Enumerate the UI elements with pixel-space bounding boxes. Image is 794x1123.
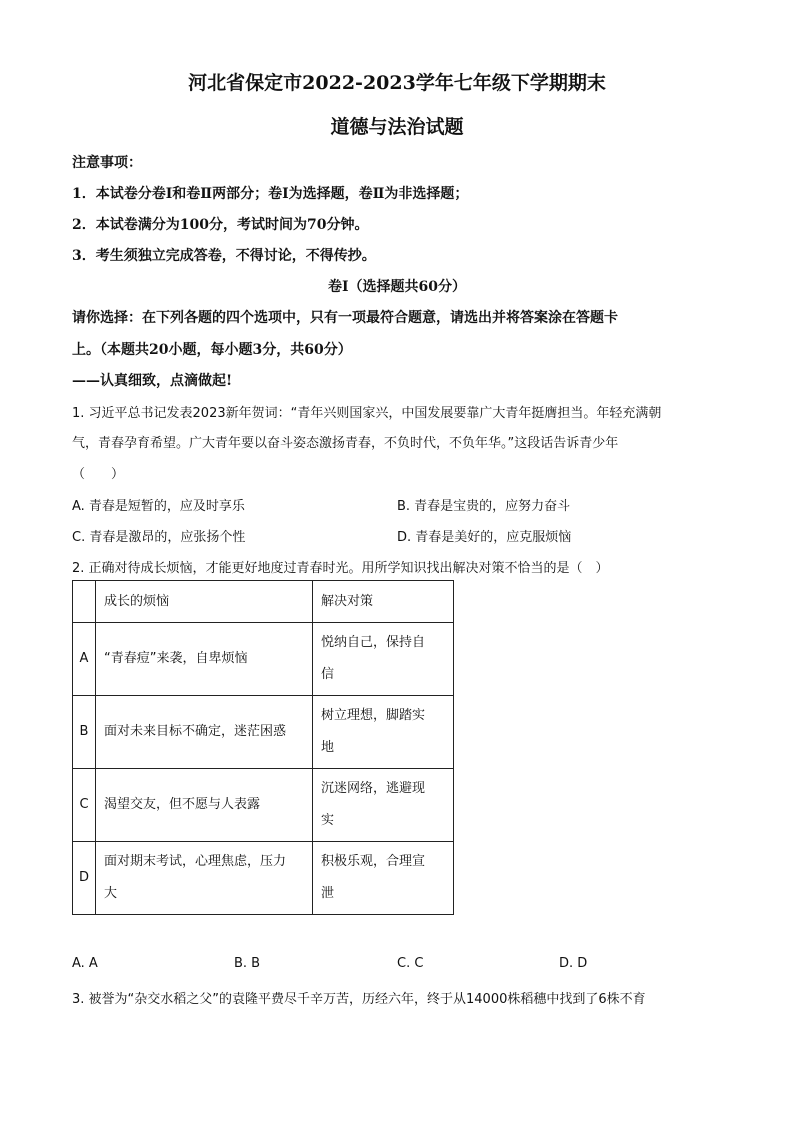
q2-option-c: C. C bbox=[397, 956, 424, 971]
row-solution-line-1: 沉迷网络，逃避现 bbox=[321, 781, 426, 796]
q1-option-a: A. 青春是短暂的，应及时享乐 bbox=[72, 499, 245, 514]
row-solution-line-1: 树立理想，脚踏实 bbox=[321, 708, 426, 723]
q2-table bbox=[72, 580, 454, 915]
table-header-row bbox=[73, 581, 454, 623]
row-trouble bbox=[96, 842, 313, 915]
row-trouble-line-1: 面对期末考试，心理焦虑，压力 bbox=[104, 854, 287, 869]
title-line-1: 河北省保定市2022-2023学年七年级下学期期末 bbox=[188, 72, 606, 94]
q1-option-d: D. 青春是美好的，应克服烦恼 bbox=[397, 530, 572, 545]
q2-stem: 2. 正确对待成长烦恼，才能更好地度过青春时光。用所学知识找出解决对策不恰当的是（ ） bbox=[72, 561, 609, 576]
table-row bbox=[73, 842, 454, 915]
table-row bbox=[73, 769, 454, 842]
row-solution-line-1: 积极乐观，合理宣 bbox=[321, 854, 426, 869]
row-solution bbox=[313, 769, 454, 842]
notes-heading: 注意事项： bbox=[72, 155, 142, 171]
row-solution bbox=[313, 696, 454, 769]
instruction-line-2: 上。（本题共20小题，每小题3分，共60分） bbox=[72, 342, 352, 358]
q2-option-b: B. B bbox=[234, 956, 261, 971]
note-item-2: 2．本试卷满分为100分，考试时间为70分钟。 bbox=[72, 217, 369, 233]
row-solution-line-2: 实 bbox=[321, 813, 335, 828]
instruction-motto: ——认真细致，点滴做起! bbox=[72, 373, 233, 389]
q2-option-a: A. A bbox=[72, 956, 98, 971]
row-trouble: “青春痘”来袭，自卑烦恼 bbox=[96, 623, 313, 696]
header-cell-blank bbox=[73, 581, 96, 623]
row-trouble: 渴望交友，但不愿与人表露 bbox=[96, 769, 313, 842]
row-solution-line-2: 泄 bbox=[321, 886, 335, 901]
table-row bbox=[73, 696, 454, 769]
note-item-3: 3．考生须独立完成答卷，不得讨论，不得传抄。 bbox=[72, 248, 376, 264]
section-title: 卷Ⅰ（选择题共60分） bbox=[327, 279, 467, 295]
row-label: D bbox=[73, 842, 96, 915]
q1-option-b: B. 青春是宝贵的，应努力奋斗 bbox=[397, 499, 571, 514]
q1-option-c: C. 青春是激昂的，应张扬个性 bbox=[72, 530, 246, 545]
row-solution-line-2: 信 bbox=[321, 667, 335, 682]
row-solution-line-1: 悦纳自己，保持自 bbox=[321, 635, 426, 650]
title-line-2: 道德与法治试题 bbox=[330, 116, 464, 138]
row-label: B bbox=[73, 696, 96, 769]
q1-stem-line-1: 1. 习近平总书记发表2023新年贺词：“青年兴则国家兴，中国发展要靠广大青年挺膺担当。年轻充满朝 bbox=[72, 406, 662, 421]
instruction-line-1: 请你选择：在下列各题的四个选项中，只有一项最符合题意，请选出并将答案涂在答题卡 bbox=[72, 310, 618, 326]
table-row bbox=[73, 623, 454, 696]
q3-stem-line-1: 3. 被誉为“杂交水稻之父”的袁隆平费尽千辛万苦，历经六年，终于从14000株稻穗中找到了6株不育 bbox=[72, 992, 646, 1007]
row-label: C bbox=[73, 769, 96, 842]
row-solution bbox=[313, 623, 454, 696]
row-solution bbox=[313, 842, 454, 915]
q2-option-d: D. D bbox=[559, 956, 588, 971]
note-item-1: 1．本试卷分卷Ⅰ和卷Ⅱ两部分；卷Ⅰ为选择题，卷Ⅱ为非选择题； bbox=[72, 186, 469, 202]
row-solution-line-2: 地 bbox=[321, 740, 335, 755]
row-label: A bbox=[73, 623, 96, 696]
header-cell-solution: 解决对策 bbox=[313, 581, 454, 623]
q1-stem-line-2: 气，青春孕育希望。广大青年要以奋斗姿态激扬青春，不负时代，不负年华。”这段话告诉青少年 bbox=[72, 436, 619, 451]
row-trouble-line-2: 大 bbox=[104, 886, 118, 901]
q1-stem-line-3: （ ） bbox=[72, 467, 125, 482]
header-cell-trouble: 成长的烦恼 bbox=[96, 581, 313, 623]
row-trouble: 面对未来目标不确定，迷茫困惑 bbox=[96, 696, 313, 769]
